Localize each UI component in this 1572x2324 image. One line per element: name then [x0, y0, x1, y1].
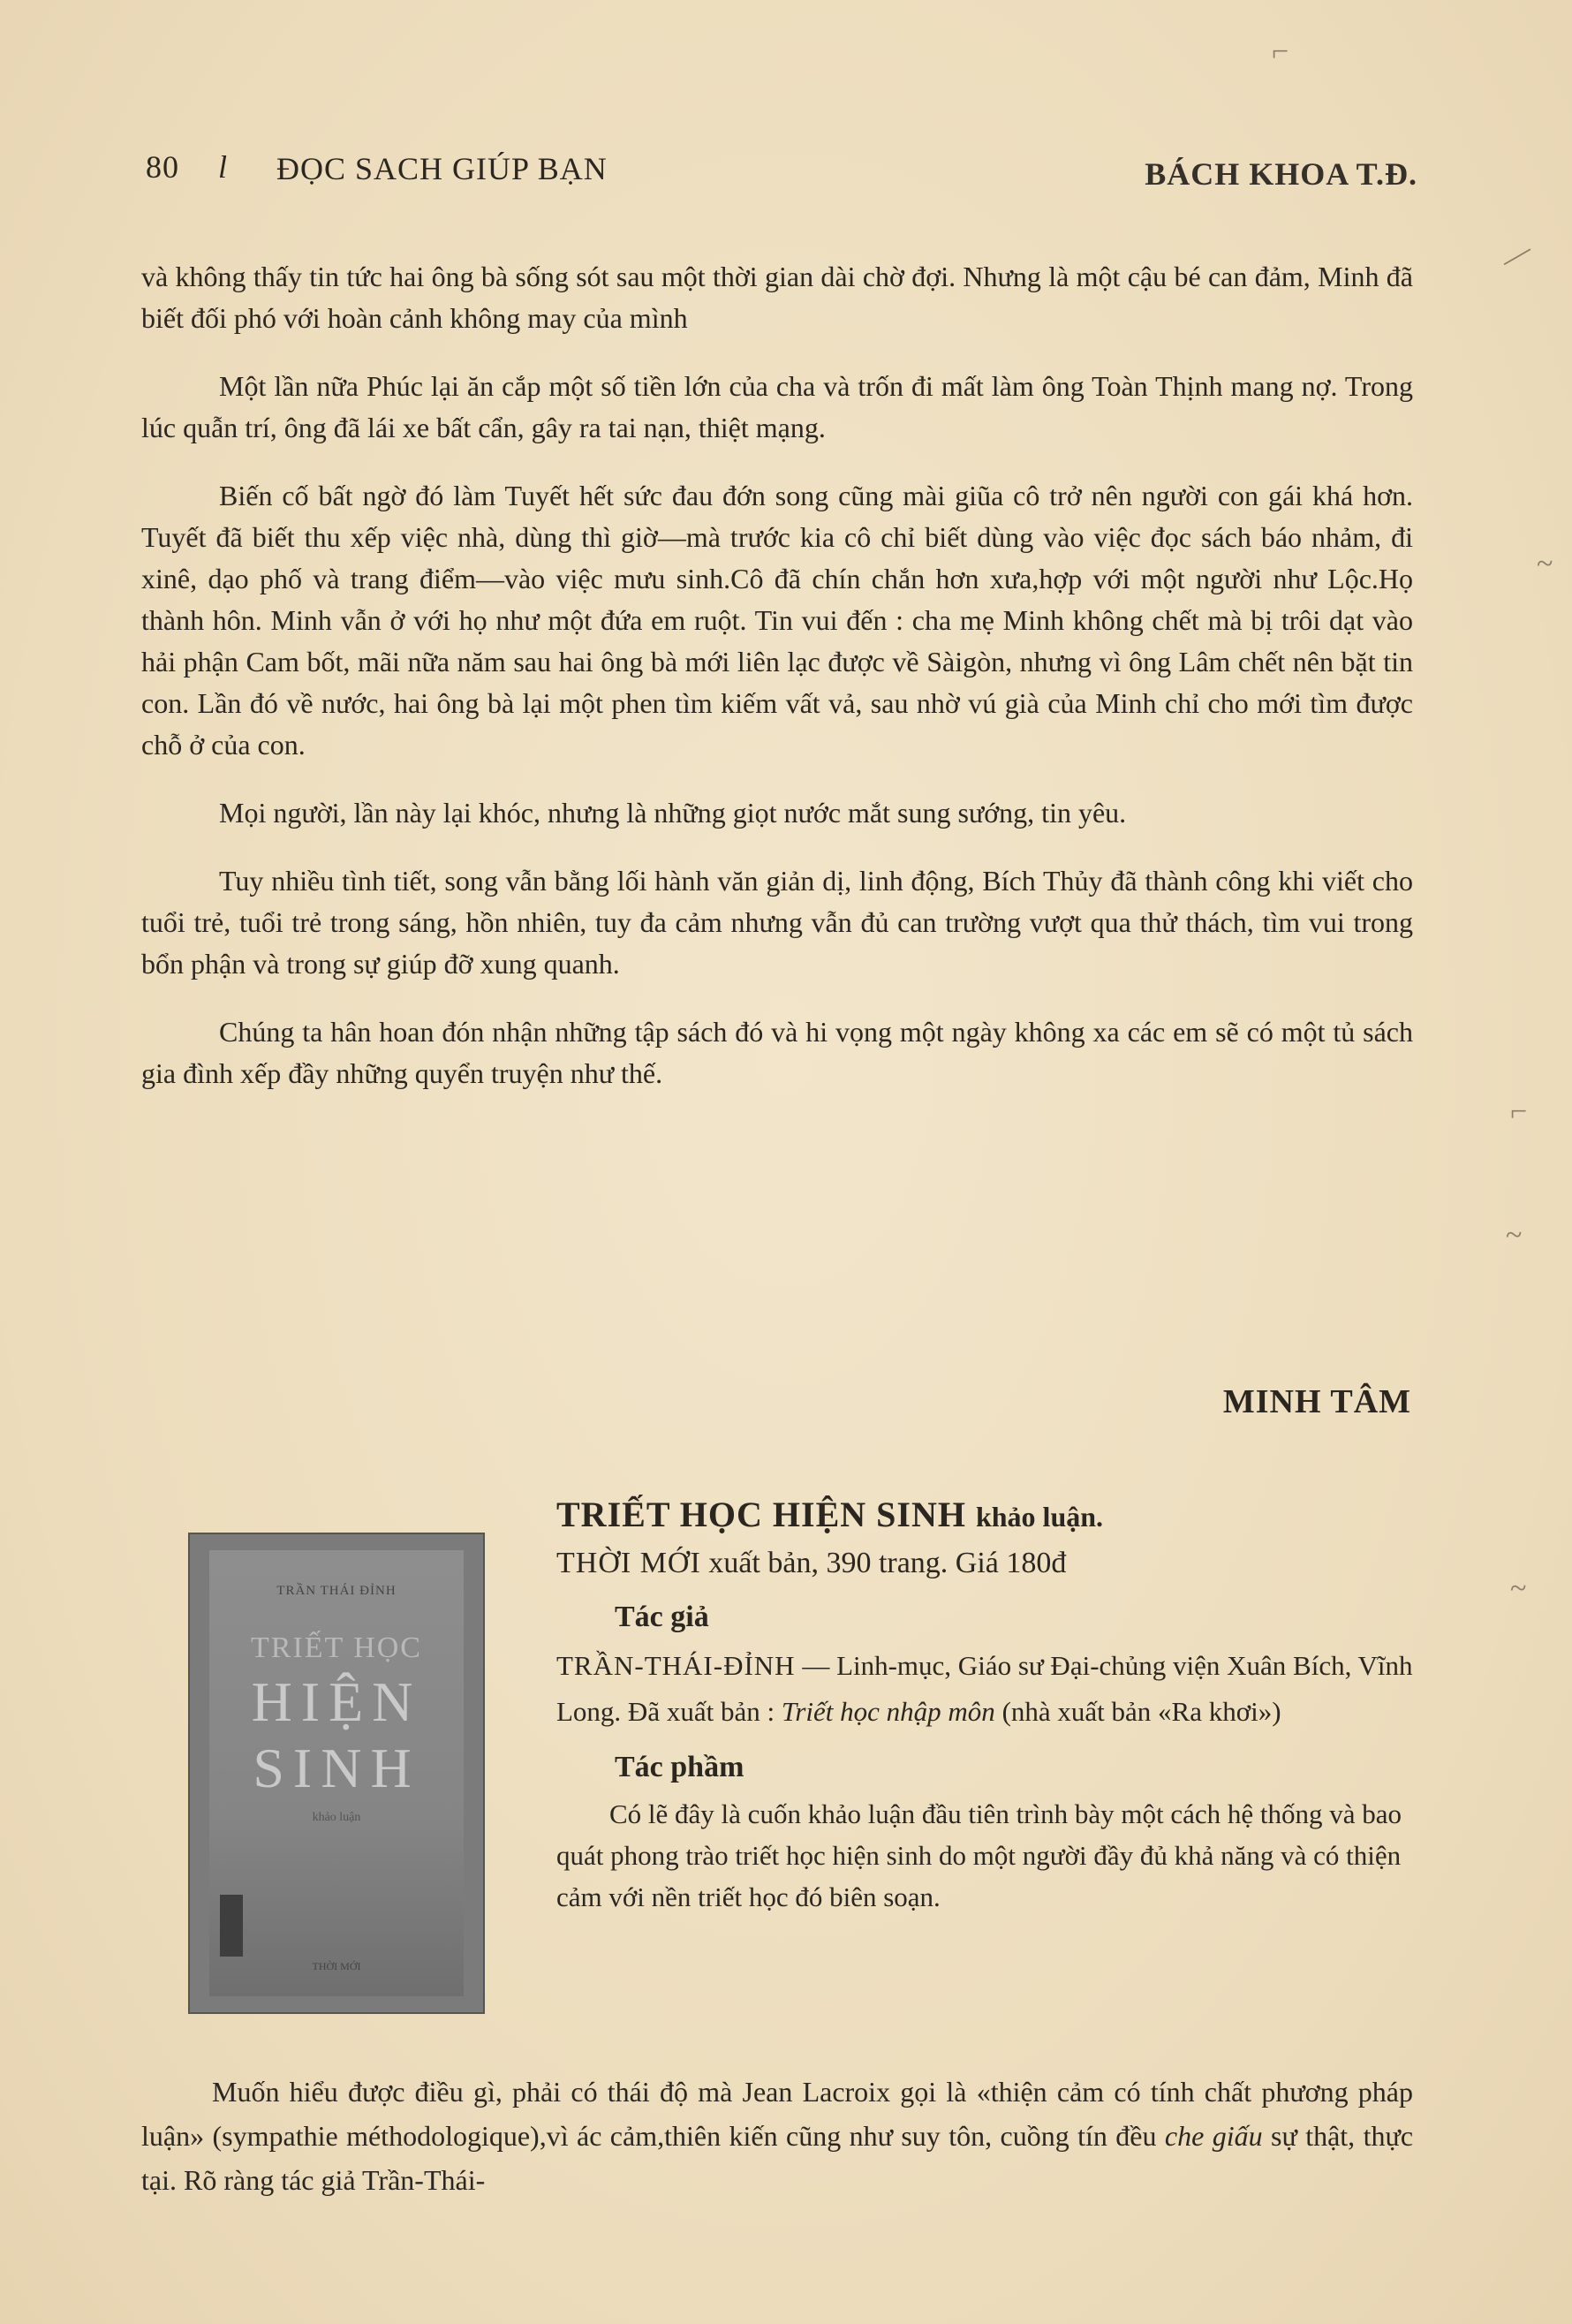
book-title-line [556, 1491, 1413, 1541]
scan-mark: ~ [1510, 1572, 1527, 1605]
book-kind: khảo luận. [975, 1501, 1104, 1533]
author-name: TRẦN-THÁI-ĐỈNH [556, 1650, 796, 1681]
closing-paragraph [141, 2070, 1413, 2202]
page-header [146, 148, 1417, 201]
cover-title-line: HIỆN [251, 1670, 422, 1733]
work-heading: Tác phầm [615, 1751, 744, 1783]
paragraph: Tuy nhiều tình tiết, song vẫn bằng lối hành văn giản dị, linh động, Bích Thủy đã thành công khi viết cho tuổi trẻ, tuổi trẻ trong sáng, hồn nhiên, tuy đa cảm nhưng vẫn đủ can trường vượt qua thử thách, tìm vui trong bổn phận và trong sự giúp đỡ xung quanh. [141, 865, 1413, 980]
review-body [141, 256, 1413, 1121]
cover-title-line: SINH [253, 1737, 420, 1799]
scan-mark: — [1494, 233, 1538, 277]
header-separator: l [218, 149, 229, 185]
cover-publisher: THỜI MỚI [312, 1960, 361, 1972]
section-title: ĐỌC SACH GIÚP BẠN [276, 151, 608, 186]
prior-work-title: Triết học nhập môn [781, 1696, 995, 1727]
scan-mark: ⌐ [1510, 1095, 1528, 1128]
paragraph [141, 2070, 1413, 2202]
publisher-name: THỜI MỚI [556, 1547, 701, 1579]
magazine-title: BÁCH KHOA T.Đ. [1145, 156, 1417, 192]
review-signature: MINH TÂM [1222, 1383, 1411, 1420]
paragraph: Chúng ta hân hoan đón nhận những tập sách đó và hi vọng một ngày không xa các em sẽ có một tủ sách gia đình xếp đầy những quyển truyện như thế. [141, 1016, 1413, 1089]
closing-text: Muốn hiểu được điều gì, phải có thái độ mà Jean Lacroix gọi là «thiện cảm có tính chất phương pháp luận» (sympathie méthodologique),vì ác cảm,thiên kiến cũng như suy tôn, cuồng tín đều [141, 2076, 1413, 2152]
author-heading: Tác giả [615, 1601, 709, 1633]
paragraph: Mọi người, lần này lại khóc, nhưng là những giọt nước mắt sung sướng, tin yêu. [219, 797, 1127, 829]
cover-author: TRẦN THÁI ĐỈNH [276, 1584, 397, 1598]
book-cover-image [188, 1533, 485, 2014]
cover-subtitle: khảo luận [312, 1811, 361, 1824]
publication-line [556, 1542, 1413, 1585]
closing-text: sự thật, thực tại. Rõ ràng tác giả Trần-Thái- [141, 2120, 1414, 2196]
scan-mark: ⌐ [1272, 35, 1289, 68]
paragraph: và không thấy tin tức hai ông bà sống sót sau một thời gian dài chờ đợi. Nhưng là một cậu bé can đảm, Minh đã biết đối phó với hoàn cảnh không may của mình [141, 261, 1413, 334]
prior-work-note: (nhà xuất bản «Ra khơi») [1001, 1696, 1281, 1727]
work-description: Có lẽ đây là cuốn khảo luận đầu tiên trình bày một cách hệ thống và bao quát phong trào triết học hiện sinh do một người đầy đủ khả năng và có thiện cảm với nền triết học đó biên soạn. [556, 1798, 1402, 1912]
paragraph: Biến cố bất ngờ đó làm Tuyết hết sức đau đớn song cũng mài giũa cô trở nên người con gái khá hơn. Tuyết đã biết thu xếp việc nhà, dùng thì giờ—mà trước kia cô chỉ biết dùng vào việc đọc sách báo nhảm, đi xinê, dạo phố và trang điểm—vào việc mưu sinh.Cô đã chín chắn hơn xưa,hợp với một người như Lộc.Họ thành hôn. Minh vẫn ở với họ như một đứa em ruột. Tin vui đến : cha mẹ Minh không chết mà bị trôi dạt vào hải phận Cam bốt, mãi nữa năm sau hai ông bà mới liên lạc được về Sàigòn, nhưng vì ông Lâm chết nên bặt tin con. Lần đó về nước, hai ông bà lại một phen tìm kiếm vất vả, sau nhờ vú già của Minh chỉ cho mới tìm được chỗ ở của con. [141, 480, 1413, 761]
publication-details: xuất bản, 390 trang. Giá 180đ [708, 1547, 1067, 1579]
scan-mark: ~ [1506, 1219, 1523, 1252]
closing-emphasis: che giấu [1164, 2120, 1263, 2152]
book-entry [556, 1491, 1413, 1918]
page-number: 80 [146, 149, 179, 185]
cover-decoration [220, 1895, 243, 1957]
book-title: TRIẾT HỌC HIỆN SINH [556, 1495, 966, 1534]
author-description [556, 1643, 1413, 1735]
paragraph: Một lần nữa Phúc lại ăn cắp một số tiền lớn của cha và trốn đi mất làm ông Toàn Thịnh mang nợ. Trong lúc quẫn trí, ông đã lái xe bất cẩn, gây ra tai nạn, thiệt mạng. [141, 370, 1413, 443]
author-bio: — Linh-mục, Giáo sư Đại-chủng viện Xuân Bích, Vĩnh Long. Đã xuất bản : [556, 1650, 1413, 1727]
scan-mark: ~ [1537, 548, 1553, 580]
cover-title-line: TRIẾT HỌC [251, 1631, 422, 1664]
